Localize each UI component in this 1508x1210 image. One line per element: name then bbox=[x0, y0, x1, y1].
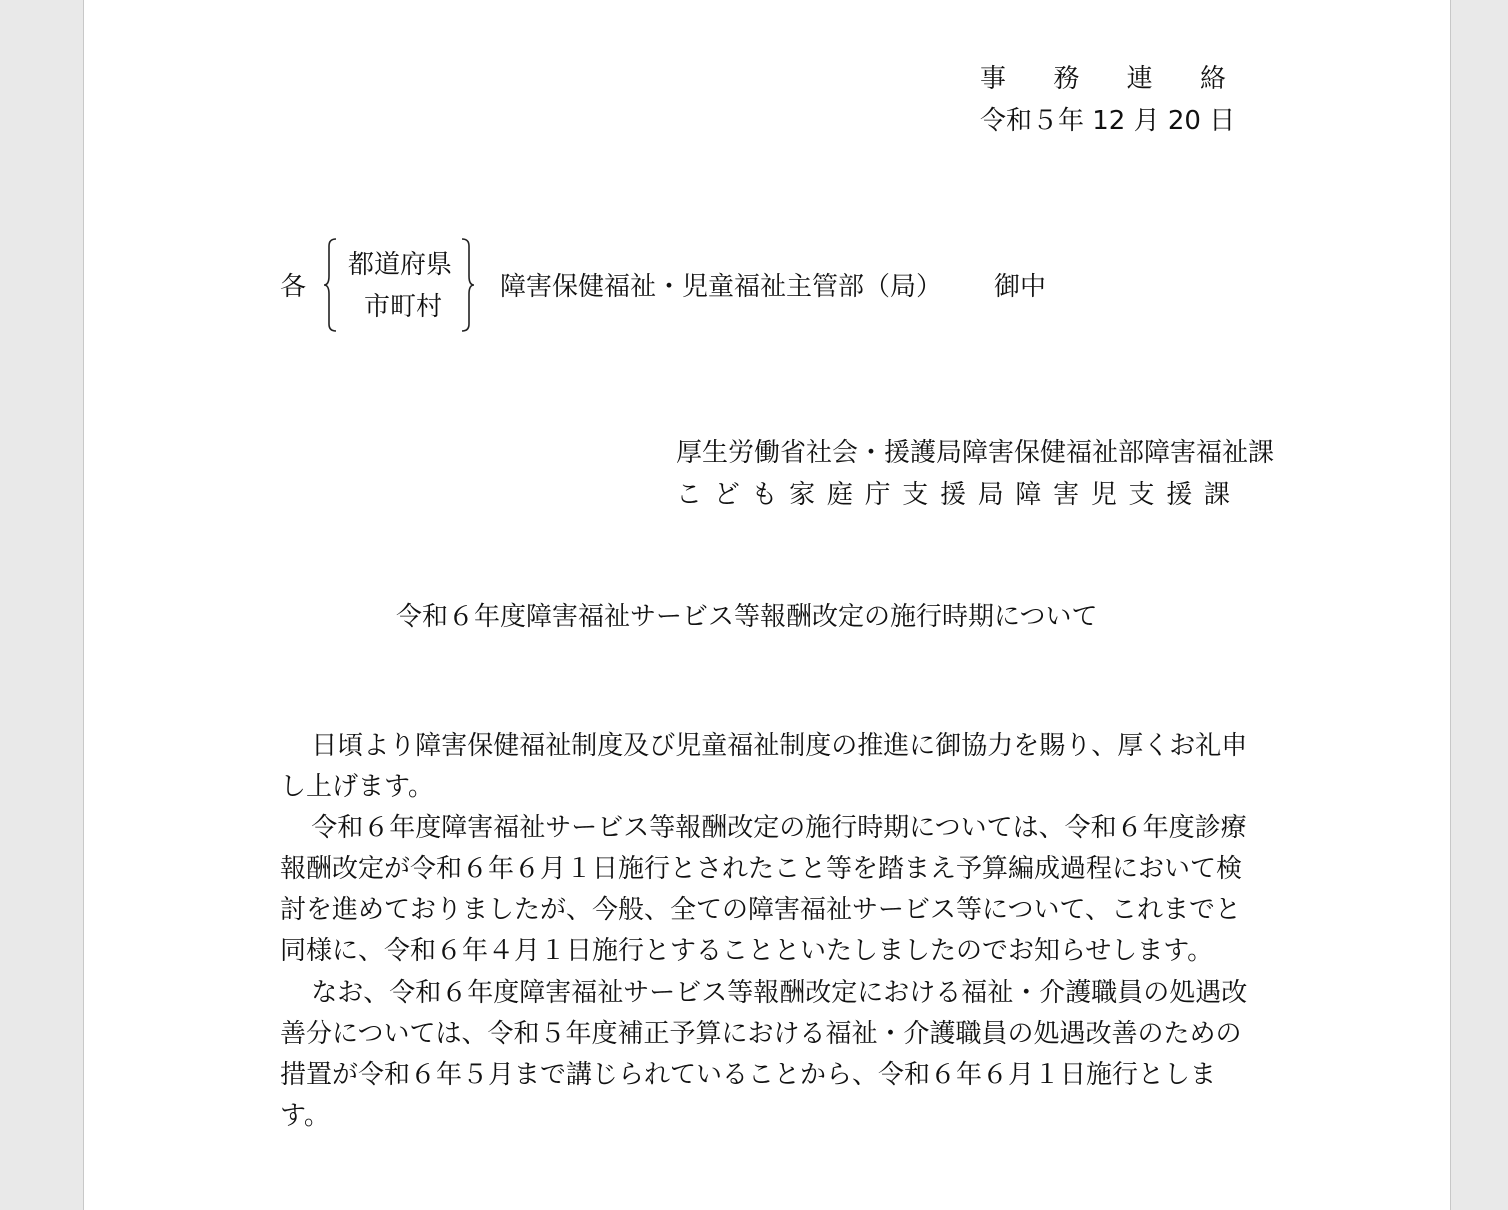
addressee-line-2: 市町村 bbox=[363, 292, 442, 322]
sender-line-2: こども家庭庁支援局障害児支援課 bbox=[676, 480, 1230, 510]
sender-line-1: 厚生労働省社会・援護局障害保健福祉部障害福祉課 bbox=[676, 438, 1275, 468]
addressee-prefix: 各 bbox=[280, 272, 307, 302]
document-subject: 令和６年度障害福祉サービス等報酬改定の施行時期について bbox=[396, 602, 1098, 632]
left-brace bbox=[323, 238, 337, 332]
body-paragraph-1: 日頃より障害保健福祉制度及び児童福祉制度の推進に御協力を賜り、厚くお礼申し上げます。 bbox=[280, 731, 1248, 803]
document-page bbox=[83, 0, 1451, 1210]
document-type: 事務連絡 bbox=[980, 64, 1226, 94]
document-body bbox=[280, 726, 1256, 1137]
document-date: 令和５年 12 月 20 日 bbox=[980, 106, 1236, 136]
body-paragraph-2: 令和６年度障害福祉サービス等報酬改定の施行時期については、令和６年度診療報酬改定が令和６年６月１日施行とされたこと等を踏まえ予算編成過程において検討を進めておりましたが、今般、全ての障害福祉サービス等について、これまでと同様に、令和６年４月１日施行とすることといたしましたのでお知らせします。 bbox=[280, 813, 1247, 967]
addressee-line-1: 都道府県 bbox=[348, 250, 453, 280]
addressee-department: 障害保健福祉・児童福祉主管部（局） bbox=[500, 272, 943, 302]
right-brace bbox=[461, 238, 475, 332]
addressee-honorific: 御中 bbox=[994, 272, 1047, 302]
body-paragraph-3: なお、令和６年度障害福祉サービス等報酬改定における福祉・介護職員の処遇改善分については、令和５年度補正予算における福祉・介護職員の処遇改善のための措置が令和６年５月まで講じられていることから、令和６年６月１日施行とします。 bbox=[280, 977, 1248, 1131]
